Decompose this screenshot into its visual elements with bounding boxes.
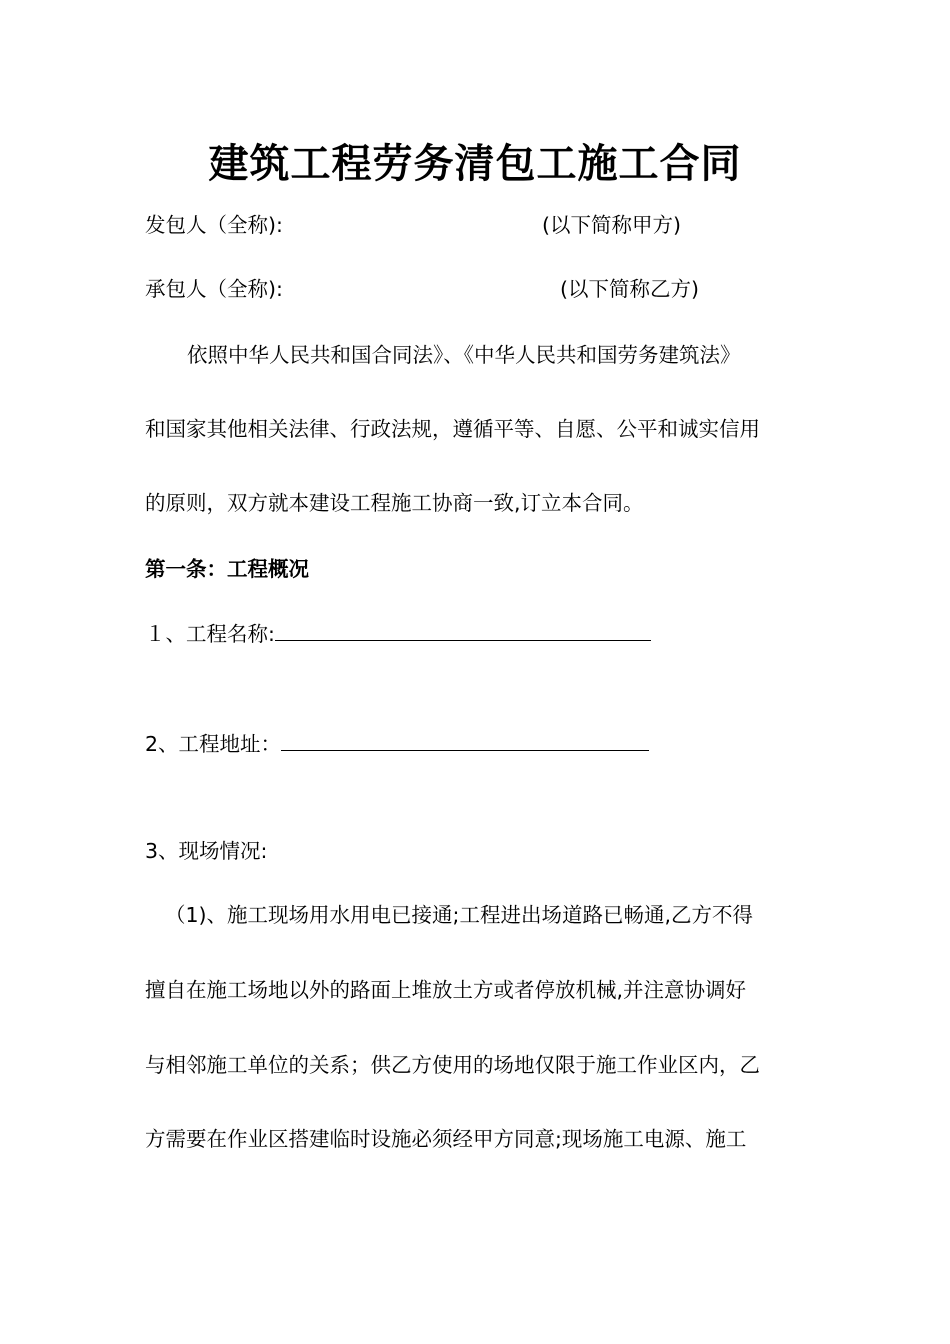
preamble-line: 和国家其他相关法律、行政法规，遵循平等、自愿、公平和诚实信用 xyxy=(145,417,760,441)
project-name-label: １、工程名称: xyxy=(145,622,275,646)
site-conditions-label: 3、现场情况: xyxy=(145,839,268,863)
site-conditions-line: 方需要在作业区搭建临时设施必须经甲方同意;现场施工电源、施工 xyxy=(145,1127,747,1151)
preamble-line: 的原则，双方就本建设工程施工协商一致,订立本合同。 xyxy=(145,491,644,515)
party-b-note: (以下简称乙方) xyxy=(560,277,699,301)
site-conditions-line: 与相邻施工单位的关系；供乙方使用的场地仅限于施工作业区内，乙 xyxy=(145,1053,760,1077)
project-address-row xyxy=(145,728,649,759)
party-b-label: 承包人（全称): xyxy=(145,277,283,301)
project-address-blank xyxy=(281,728,649,751)
site-conditions-line: （1)、施工现场用水用电已接通;工程进出场道路已畅通,乙方不得 xyxy=(165,903,753,927)
party-a-note: (以下简称甲方) xyxy=(542,213,681,237)
preamble-line: 依照中华人民共和国合同法》、《中华人民共和国劳务建筑法》 xyxy=(187,343,741,367)
party-a-label: 发包人（全称): xyxy=(145,213,283,237)
article-1-heading: 第一条：工程概况 xyxy=(145,557,309,581)
project-name-row xyxy=(145,618,651,649)
site-conditions-line: 擅自在施工场地以外的路面上堆放土方或者停放机械,并注意协调好 xyxy=(145,978,747,1002)
project-address-label: 2、工程地址： xyxy=(145,732,282,756)
project-name-blank xyxy=(275,618,651,641)
document-title: 建筑工程劳务清包工施工合同 xyxy=(208,141,742,187)
